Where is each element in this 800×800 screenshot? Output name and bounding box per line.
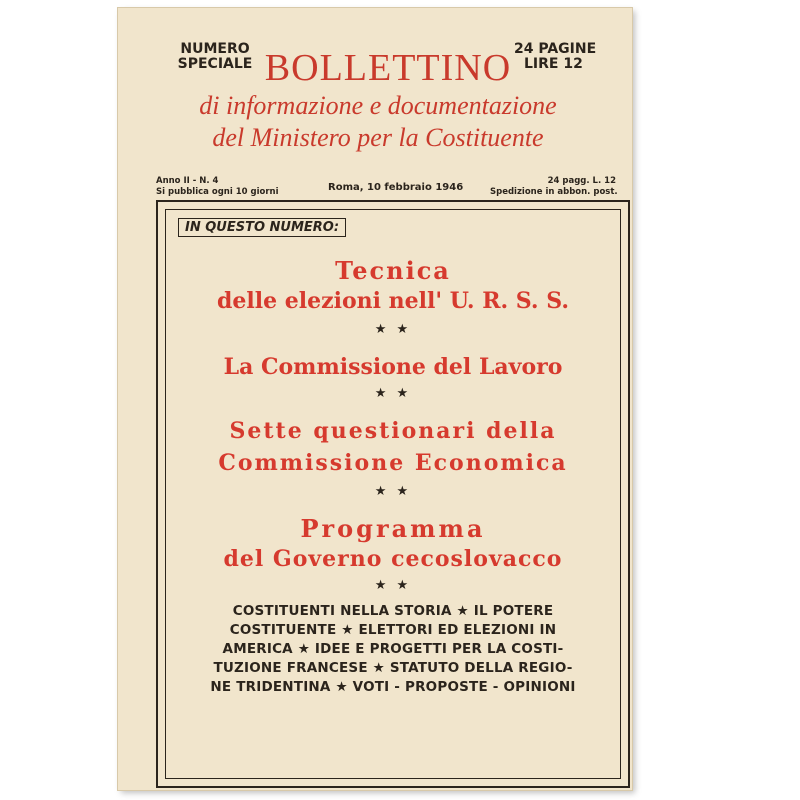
issue-date: Roma, 10 febbraio 1946 (328, 182, 464, 193)
bulletin-page (118, 8, 632, 790)
article-title: Sette questionari della (229, 418, 557, 444)
topic-line: TUZIONE FRANCESE ★ STATUTO DELLA REGIO- (213, 660, 573, 676)
subtitle-line-2: del Ministero per la Costituente (212, 123, 544, 152)
topic-line: COSTITUENTI NELLA STORIA ★ IL POTERE (232, 603, 554, 619)
star-separator: ★ ★ (374, 386, 412, 401)
issue-info: Anno II - N. 4 Si pubblica ogni 10 giorni (156, 176, 279, 197)
topics-list (165, 602, 621, 697)
article-title: delle elezioni nell' U. R. S. S. (216, 288, 569, 314)
article-title: Commissione Economica (218, 450, 568, 476)
star-separator: ★ ★ (374, 322, 412, 337)
special-issue-label: NUMERO SPECIALE (177, 41, 253, 72)
topic-line: AMERICA ★ IDEE E PROGETTI PER LA COSTI- (222, 641, 564, 657)
subtitle-line-1: di informazione e documentazione (199, 91, 557, 120)
article-title: Programma (300, 514, 486, 543)
masthead-title: BOLLETTINO (264, 47, 512, 89)
article-title: del Governo cecoslovacco (223, 546, 563, 572)
article-title: La Commissione del Lavoro (223, 354, 563, 380)
star-separator: ★ ★ (374, 484, 412, 499)
postal-info: 24 pagg. L. 12 Spedizione in abbon. post. (490, 176, 618, 197)
price-label: 24 PAGINE LIRE 12 (514, 41, 597, 72)
article-title: Tecnica (335, 256, 451, 285)
topic-line: NE TRIDENTINA ★ VOTI - PROPOSTE - OPINIONI (210, 679, 576, 695)
topic-line: COSTITUENTE ★ ELETTORI ED ELEZIONI IN (229, 622, 557, 638)
star-separator: ★ ★ (374, 578, 412, 593)
contents-label: IN QUESTO NUMERO: (178, 218, 346, 237)
